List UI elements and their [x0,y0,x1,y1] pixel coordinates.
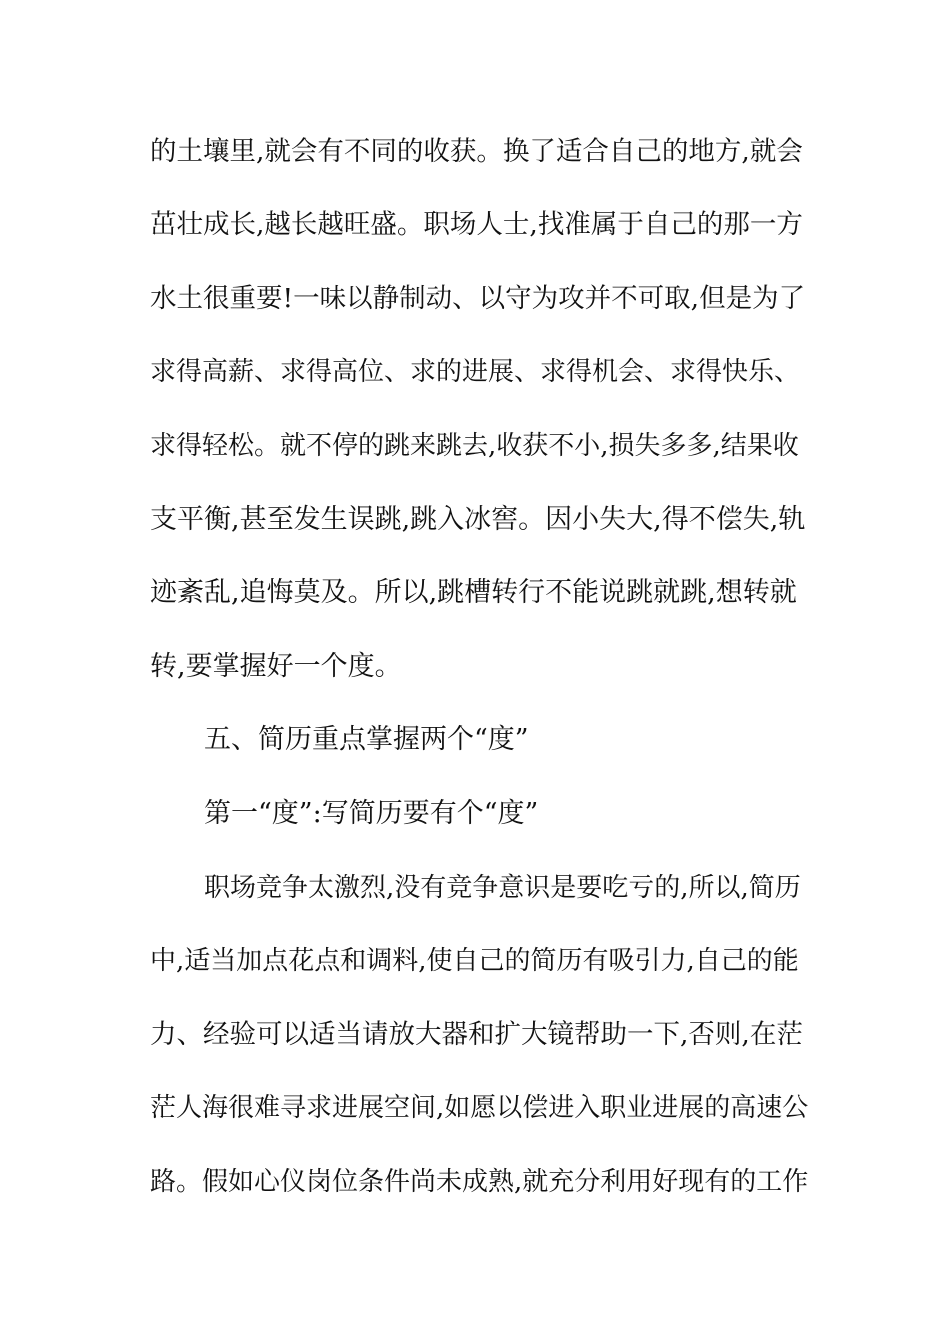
body-text-line: 求得高薪、求得高位、求的进展、求得机会、求得快乐、 [150,357,801,387]
body-text-line: 支平衡,甚至发生误跳,跳入冰窖。因小失大,得不偿失,轨 [150,504,806,535]
body-text-line: 茫人海很难寻求进展空间,如愿以偿进入职业进展的高速公 [150,1093,809,1123]
body-text-line: 力、经验可以适当请放大器和扩大镜帮助一下,否则,在茫 [150,1019,803,1050]
section-heading: 五、简历重点掌握两个“度” [204,724,529,755]
body-text-line: 职场竞争太激烈,没有竞争意识是要吃亏的,所以,简历 [204,873,801,903]
body-text-line: 求得轻松。就不停的跳来跳去,收获不小,损失多多,结果收 [150,431,799,461]
subsection-heading: 第一“度”:写简历要有个“度” [204,798,539,829]
body-text-line: 路。假如心仪岗位条件尚未成熟,就充分利用好现有的工作 [150,1167,809,1197]
body-text-line: 迹紊乱,追悔莫及。所以,跳槽转行不能说跳就跳,想转就 [150,577,797,608]
body-text-line: 中,适当加点花点和调料,使自己的简历有吸引力,自己的能 [150,946,799,976]
body-text-line: 水土很重要!一味以静制动、以守为攻并不可取,但是为了 [150,283,806,314]
body-text-line: 茁壮成长,越长越旺盛。职场人士,找准属于自己的那一方 [150,209,803,240]
body-text-line: 转,要掌握好一个度。 [150,651,402,682]
body-text-line: 的土壤里,就会有不同的收获。换了适合自己的地方,就会 [150,136,803,167]
